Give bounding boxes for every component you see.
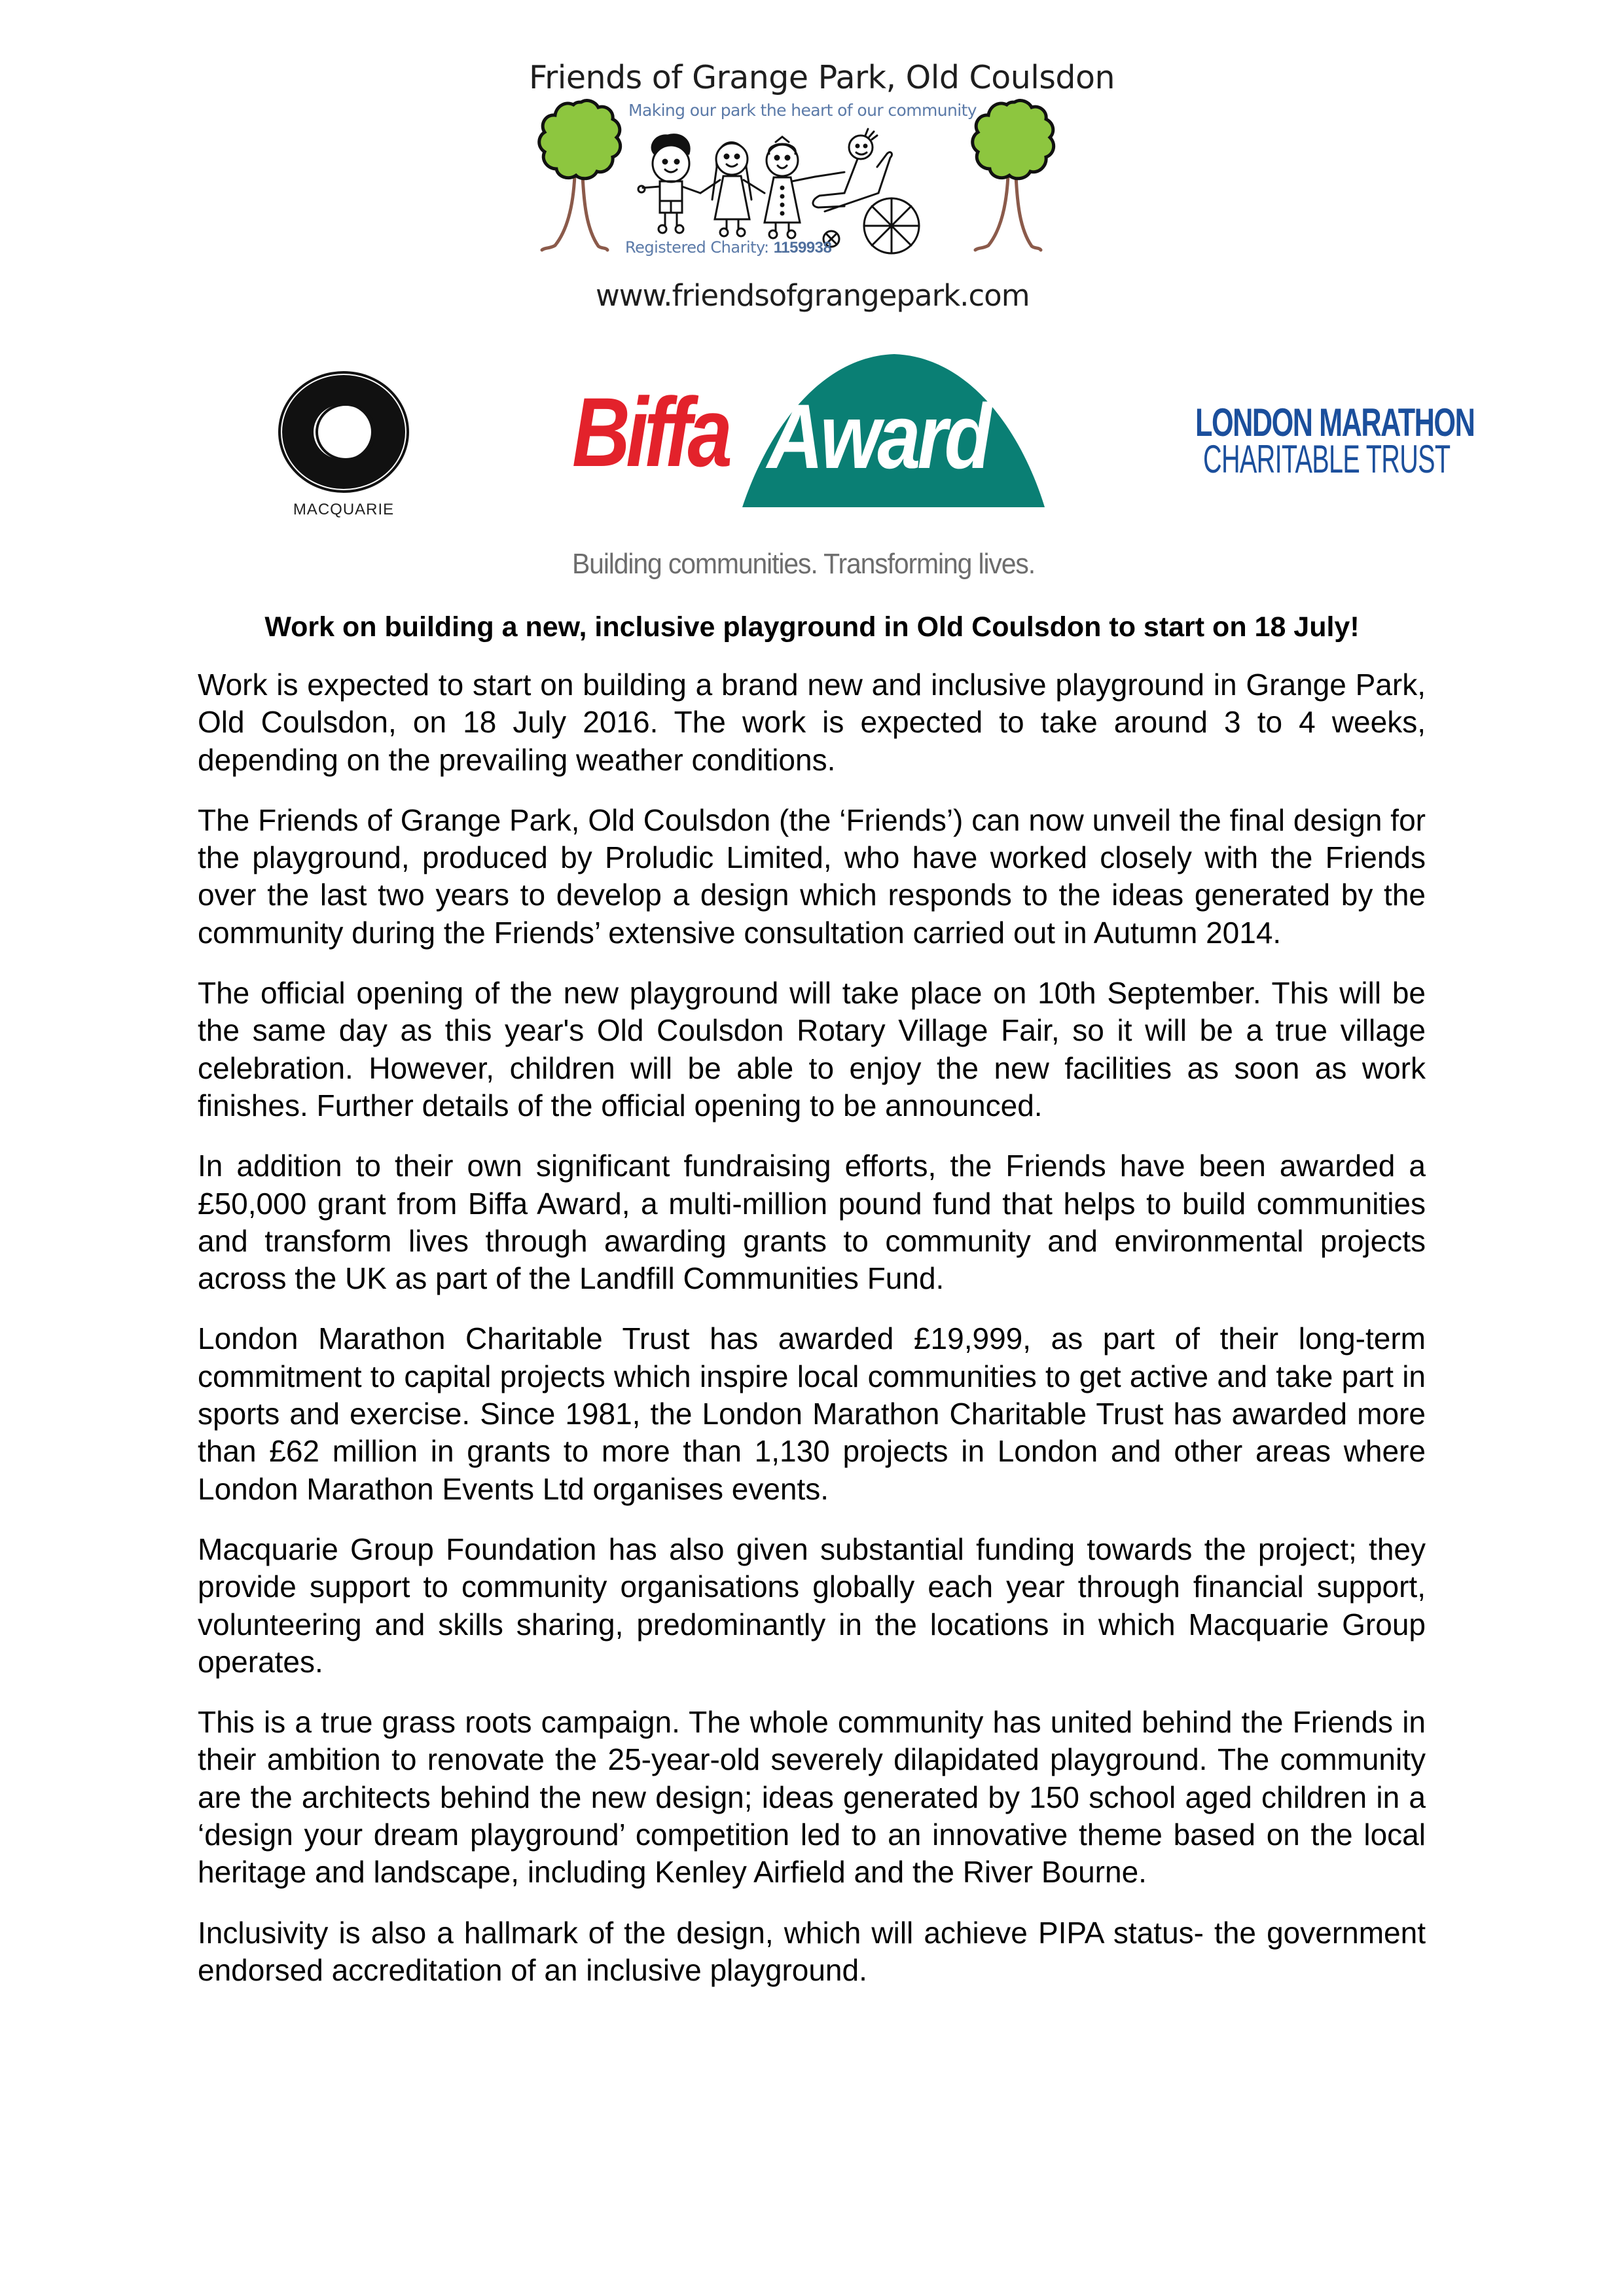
article-body <box>198 666 1426 2012</box>
paragraph: The official opening of the new playground will take place on 10th September. This will be the same day as this year's Old Coulsdon Rotary Village Fair, so it will be a true village celebration. However, children will be able to enjoy the new facilities as soon as work finishes. Further details of the official opening to be announced. <box>198 976 1426 1122</box>
award-word: Award <box>767 385 989 488</box>
macquarie-logo <box>275 370 412 520</box>
lmct-line-1: LONDON MARATHON <box>1195 401 1475 444</box>
biffa-word: Biffa <box>572 377 729 487</box>
paragraph: In addition to their own significant fundraising efforts, the Friends have been awarded a £50,000 grant from Biffa Award, a multi-million pound fund that helps to build communities and transform lives through awarding grants to community and environmental projects across the UK as part of the Landfill Communities Fund. <box>198 1149 1426 1296</box>
article-headline: Work on building a new, inclusive playground in Old Coulsdon to start on 18 July! <box>264 611 1360 643</box>
london-marathon-charitable-trust-logo <box>1159 401 1475 481</box>
charity-number: 1159938 <box>773 239 832 257</box>
charity-label: Registered Charity: <box>625 238 769 257</box>
biffa-tagline: Building communities. Transforming lives. <box>572 548 1036 580</box>
macquarie-ring-icon <box>275 370 412 497</box>
friends-of-grange-park-logo <box>517 52 1115 321</box>
tree-icon <box>535 98 627 255</box>
logo-title: Friends of Grange Park, Old Coulsdon <box>529 59 1115 96</box>
paragraph: This is a true grass roots campaign. The whole community has united behind the Friends in their ambition to renovate the 25-year-old severely dilapidated playground. The community are the architects behind the new design; ideas generated by 150 school aged children in a ‘design your dream playground’ competition led to an innovative theme based on the local heritage and landscape, including Kenley Airfield and the River Bourne. <box>198 1705 1426 1890</box>
website-url: www.friendsofgrangepark.com <box>596 278 1030 313</box>
biffa-award-logo <box>571 350 1055 592</box>
paragraph: Work is expected to start on building a brand new and inclusive playground in Grange Park, Old Coulsdon, on 18 July 2016. The work is expected to take around 3 to 4 weeks, depending on the prevailing weather conditions. <box>198 668 1426 777</box>
paragraph: The Friends of Grange Park, Old Coulsdon (the ‘Friends’) can now unveil the final design for the playground, produced by Proludic Limited, who have worked closely with the Friends over the last two years to develop a design which responds to the ideas generated by the community during the Friends’ extensive consultation carried out in Autumn 2014. <box>198 802 1426 950</box>
lmct-line-2: CHARITABLE TRUST <box>1203 437 1451 481</box>
registered-charity <box>625 238 831 257</box>
logo-tagline: Making our park the heart of our community <box>628 101 977 120</box>
paragraph: Macquarie Group Foundation has also given substantial funding towards the project; they provide support to community organisations globally each year through financial support, volunteering and skills sharing, predominantly in the locations in which Macquarie Group operates. <box>198 1532 1426 1679</box>
macquarie-label: MACQUARIE <box>293 501 395 518</box>
paragraph: London Marathon Charitable Trust has awarded £19,999, as part of their long-term commitment to capital projects which inspire local communities to get active and take part in sports and exercise. Since 1981, the London Marathon Charitable Trust has awarded more than £62 million in grants to more than 1,130 projects in London and other areas where London Marathon Events Ltd organises events. <box>198 1321 1426 1506</box>
tree-icon <box>969 98 1060 255</box>
paragraph: Inclusivity is also a hallmark of the design, which will achieve PIPA status- the government endorsed accreditation of an inclusive playground. <box>198 1915 1426 1987</box>
